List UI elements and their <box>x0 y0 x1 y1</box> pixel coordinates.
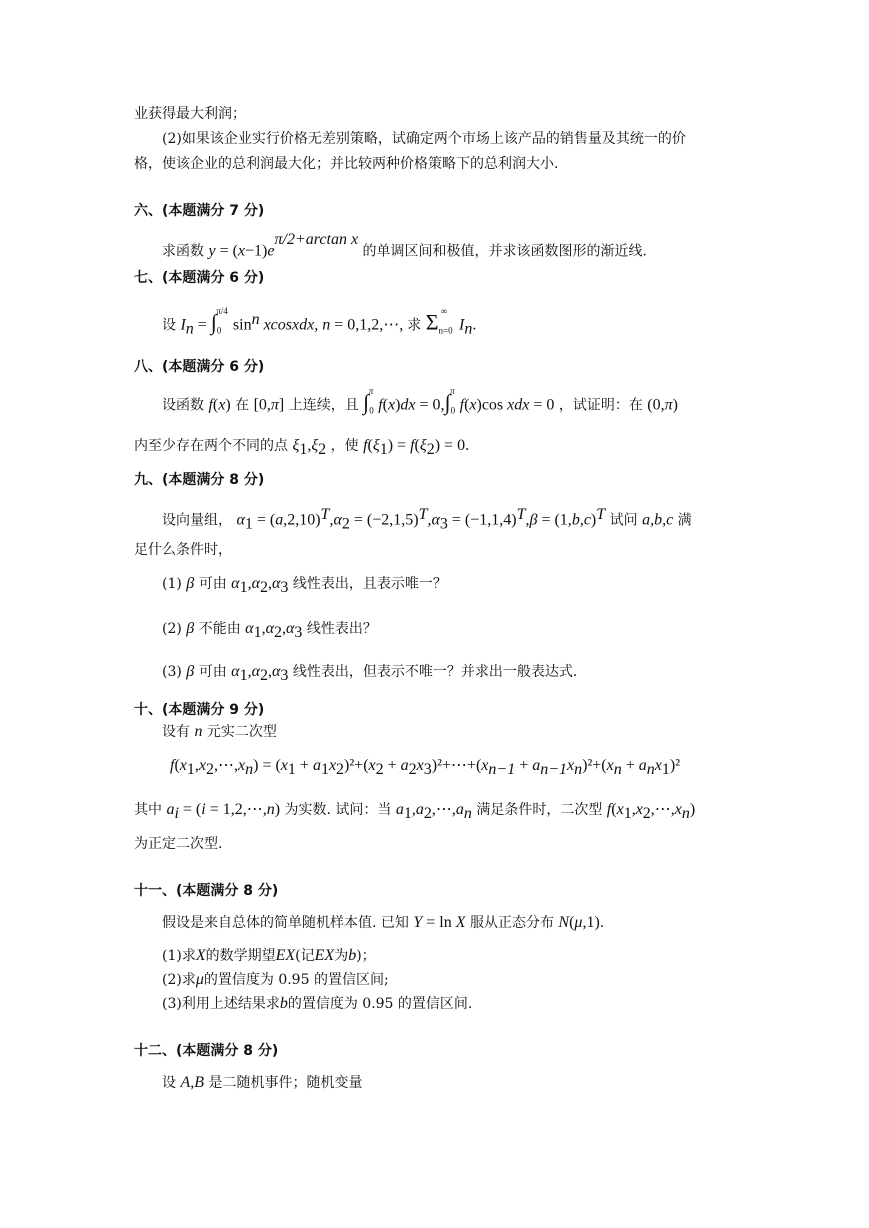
text: ，使 <box>330 438 359 454</box>
text: 不能由 <box>198 621 241 637</box>
text: )； <box>356 948 376 964</box>
text: ，试证明：在 <box>558 397 643 414</box>
subquestion-3 <box>162 994 472 1014</box>
text: 试问 <box>609 512 638 529</box>
problem-8-statement-cont: 内至少存在两个不同的点 $\xi_1,\xi_2$ ，使 $f(\xi_1) = f(\xi_2) = 0$. <box>134 437 470 458</box>
text: (记 <box>295 948 315 964</box>
text: 线性表出，但表示不唯一？并求出一般表达式. <box>292 664 578 680</box>
text-line: 业获得最大利润； <box>134 106 246 122</box>
formula-text: EX <box>314 947 335 964</box>
text: 可由 <box>198 576 227 592</box>
formula-text: β <box>186 620 195 637</box>
text: 可由 <box>198 664 227 680</box>
section-heading: 十一、(本题满分 8 分) <box>134 883 279 899</box>
subquestion-1 <box>162 946 376 966</box>
formula: y <box>208 242 216 260</box>
text: 的数学期望 <box>205 948 276 964</box>
text: 服从正态分布 <box>469 915 554 931</box>
text: 求 <box>407 317 422 334</box>
text: 上连续，且 <box>288 397 359 414</box>
text: 求函数 <box>162 243 204 260</box>
formula-text: n <box>194 723 203 740</box>
text-line: 格，使该企业的总利润最大化；并比较两种价格策略下的总利润大小. <box>134 156 559 172</box>
section-heading: 十二、(本题满分 8 分) <box>134 1043 279 1059</box>
formula-text: a,b,c <box>642 511 674 529</box>
text: 设向量组， <box>162 512 232 529</box>
text-line: 足什么条件时， <box>134 542 232 558</box>
text: (1)求 <box>162 948 196 964</box>
text: 假设是来自总体的简单随机样本值. 已知 <box>162 915 409 931</box>
formula-text: β <box>186 663 195 680</box>
formula-text: β <box>186 575 195 592</box>
text: 设函数 <box>162 397 204 414</box>
formula-text: b <box>279 995 288 1012</box>
problem-12-statement <box>162 1073 362 1093</box>
question-3: (3) β 可由 $\alpha_1,\alpha_2,\alpha_3$ 线性表出，但表示不唯一？并求出一般表达式. <box>162 663 578 684</box>
text: 在 <box>235 397 250 414</box>
formula-text: b <box>348 947 357 964</box>
section-heading: 十、(本题满分 9 分) <box>134 702 265 718</box>
problem-6-statement: 求函数 $y = (x-1)e^{\pi/2+arctan x}$ 的单调区间和极值，并求该函数图形的渐近线. <box>162 231 647 260</box>
text: 线性表出，且表示唯一？ <box>292 576 447 592</box>
text: 元实二次型 <box>206 724 277 740</box>
text-line: (2)如果该企业实行价格无差别策略，试确定两个市场上该产品的销售量及其统一的价 <box>162 131 686 147</box>
section-heading: 六、(本题满分 7 分) <box>134 203 265 219</box>
text: (1) <box>162 576 182 592</box>
text: 为 <box>334 948 349 964</box>
text: 是二随机事件；随机变量 <box>208 1075 363 1091</box>
text: 的置信度为 0.95 的置信区间; <box>203 972 389 988</box>
text: (2) <box>162 621 182 637</box>
question-2: (2) β 不能由 $\alpha_1,\alpha_2,\alpha_3$ 线性表出？ <box>162 620 377 641</box>
text: 满 <box>677 512 692 529</box>
problem-9-statement: 设向量组， $\alpha_1 = (a,2,10)^T,\alpha_2 = (-2,1,5)^T,\alpha_3 = (-1,1,4)^T,\beta = (1,b,c)^T$ 试问 a,b,c 满 <box>162 506 692 533</box>
problem-8-statement: 设函数 f(x) 在 [0,π] 上连续，且 $\int_0^\pi f(x)dx = 0,\int_0^\pi f(x)\cos$ xdx = 0 ，试证明：在 (0,π) <box>162 386 678 416</box>
problem-10-formula: $f(x_1,x_2,\cdots,x_n) = (x_1 + a_1x_2)^2+(x_2$ + $a_2x_3)^2+\cdots+(x_{n-1} + a_{n-1}x_n)^2+(x_n + a_nx_1)^2$ <box>170 757 680 778</box>
text: . <box>599 915 605 931</box>
section-heading: 七、(本题满分 6 分) <box>134 270 265 286</box>
section-heading: 九、(本题满分 8 分) <box>134 472 265 488</box>
problem-7-statement: 设 $I_n = \int_0^{\pi/4}\sin^n$ xcosxdx, n = 0,1,2,⋯, 求 $\Sigma_{n=0}^\infty I_n$. <box>162 306 477 338</box>
text: 设有 <box>162 724 190 740</box>
section-heading: 八、(本题满分 6 分) <box>134 359 265 375</box>
text: 的置信度为 0.95 的置信区间. <box>287 996 473 1012</box>
question-1: (1) β 可由 $\alpha_1,\alpha_2,\alpha_3$ 线性表出，且表示唯一？ <box>162 575 447 596</box>
text: (3)利用上述结果求 <box>162 996 280 1012</box>
subquestion-2 <box>162 970 389 990</box>
problem-10-statement <box>162 722 277 742</box>
formula-text: X <box>195 947 206 964</box>
text: 为实数. 试问：当 <box>284 802 392 818</box>
text-line: 为正定二次型. <box>134 836 223 852</box>
text: (3) <box>162 664 182 680</box>
text: 设 <box>162 317 176 334</box>
text: 内至少存在两个不同的点 <box>134 438 288 454</box>
text: 其中 <box>134 802 162 818</box>
formula-text: A,B <box>180 1074 204 1091</box>
text: 满足条件时，二次型 <box>476 802 603 818</box>
text: (2)求 <box>162 972 196 988</box>
problem-10-statement-cont: 其中 $a_i = (i$ = 1,2,⋯,n) 为实数. 试问：当 $a_1,a_2,\cdots,a_n$ 满足条件时，二次型 $f(x_1,x_2,\cdots,x_n)$ <box>134 801 696 822</box>
problem-11-statement: 假设是来自总体的简单随机样本值. 已知 Y = ln X 服从正态分布 N(μ,1). <box>162 914 605 931</box>
text: 线性表出？ <box>306 621 377 637</box>
formula-text: μ <box>195 971 204 988</box>
text: 的单调区间和极值，并求该函数图形的渐近线. <box>362 243 647 260</box>
text: 设 <box>162 1075 176 1091</box>
formula-text: EX <box>275 947 296 964</box>
